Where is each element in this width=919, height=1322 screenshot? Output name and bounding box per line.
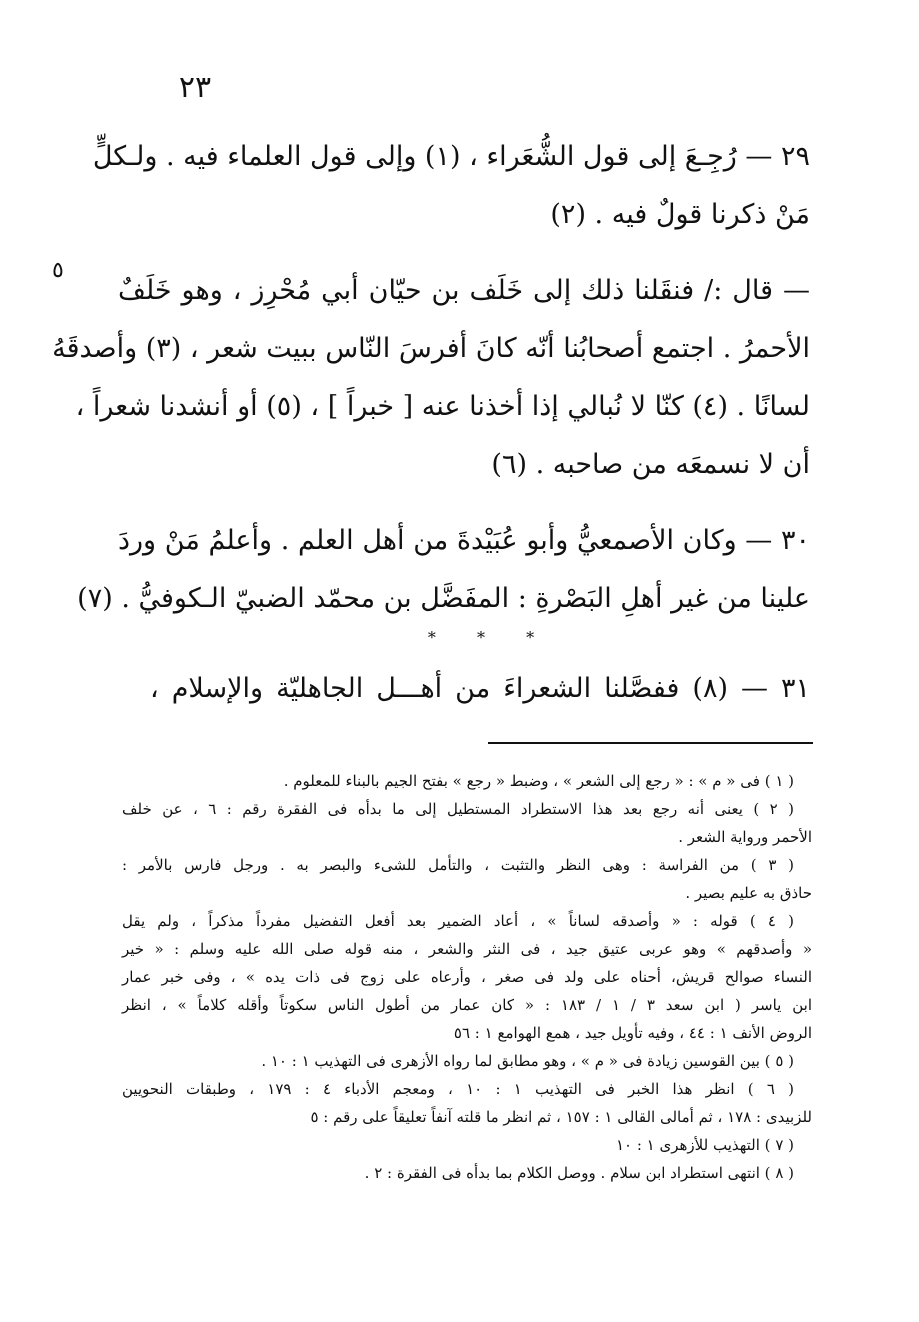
page-number: ٢٣ xyxy=(178,70,212,105)
footnote-5: ( ٥ ) بين القوسين زيادة فى « م » ، وهو مطابق لما رواه الأزهرى فى التهذيب ١ : ١٠ . xyxy=(261,1052,794,1070)
main-text xyxy=(52,130,810,630)
footnote-8: ( ٨ ) انتهى استطراد ابن سلام . ووصل الكلام بما بدأه فى الفقرة : ٢ . xyxy=(364,1164,794,1182)
footnote-rule xyxy=(488,742,813,744)
paragraph-29-line-1: ٢٩ — رُجِـعَ إلى قول الشُّعَراء ، (١) وإلى قول العلماء فيه . ولـكلٍّ xyxy=(92,141,810,172)
paragraph-khalaf-line-4: أن لا نسمعَه من صاحبه . (٦) xyxy=(491,449,810,480)
footnote-4-line-3: النساء صوالح قريش، أحناه على ولد فى صغر ، وأرعاه على زوج فى ذات يده » ، وفى خبر عمار xyxy=(122,968,812,986)
footnote-3-line-2: حاذق به عليم بصير . xyxy=(685,884,812,902)
paragraph-gap xyxy=(118,496,810,514)
paragraph-30-line-1: ٣٠ — وكان الأصمعيُّ وأبو عُبَيْدةَ من أهل العلم . وأعلمُ مَنْ وردَ xyxy=(118,525,810,556)
footnote-4-line-1: ( ٤ ) قوله : « وأصدقه لساناً » ، أعاد الضمير بعد أفعل التفضيل مفرداً مذكراً ، ولم يقل xyxy=(122,912,794,930)
paragraph-gap xyxy=(118,246,810,264)
footnote-4-line-2: « وأصدقهم » وهو عربى عتيق جيد ، فى النثر والشعر ، منه قوله صلى الله عليه وسلم : « خير xyxy=(122,940,812,958)
footnote-6-line-1: ( ٦ ) انظر هذا الخبر فى التهذيب ١ : ١٠ ، ومعجم الأدباء ٤ : ١٧٩ ، وطبقات النحويين xyxy=(122,1080,795,1098)
footnote-2-line-2: الأحمر ورواية الشعر . xyxy=(678,828,812,846)
paragraph-31-line-1: ٣١ — (٨) ففصَّلنا الشعراءَ من أهـــل الجاهليّة والإسلام ، xyxy=(150,673,810,704)
paragraph-30-line-2: علينا من غير أهلِ البَصْرةِ : المفَضَّل بن محمّد الضبيّ الـكوفيُّ . (٧) xyxy=(77,583,810,614)
footnote-6-line-2: للزبيدى : ١٧٨ ، ثم أمالى القالى ١ : ١٥٧ ، ثم انظر ما قلته آنفاً تعليقاً على رقم : ٥ xyxy=(310,1108,812,1126)
paragraph-khalaf-line-2: الأحمرُ . اجتمع أصحابُنا أنّه كانَ أفرسَ النّاس ببيت شعر ، (٣) وأصدقَهُ xyxy=(52,333,810,364)
footnote-4-line-5: الروض الأنف ١ : ٤٤ ، وفيه تأويل جيد ، همع الهوامع ١ : ٥٦ xyxy=(453,1024,812,1042)
paragraph-khalaf-line-1: — قال :/ فنقَلنا ذلك إلى خَلَف بن حيّان أبي مُحْرِز ، وهو خَلَفٌ xyxy=(118,275,810,306)
footnote-2-line-1: ( ٢ ) يعنى أنه رجع بعد هذا الاستطراد المستطيل إلى ما بدأه فى الفقرة رقم : ٦ ، عن خلف xyxy=(122,800,795,818)
footnote-3-line-1: ( ٣ ) من الفراسة : وهى النظر والتثبت ، والتأمل للشىء والبصر به . ورجل فارس بالأمر : xyxy=(122,856,795,874)
footnote-4-line-4: ابن ياسر ( ابن سعد ٣ / ١ / ١٨٣ : « كان عمار من أطول الناس سكوتاً وأقله كلاماً » ، انظر xyxy=(122,996,813,1014)
paragraph-29-line-2: مَنْ ذكرنا قولٌ فيه . (٢) xyxy=(550,199,810,230)
footnote-1: ( ١ ) فى « م » : « رجع إلى الشعر » ، وضبط « رجع » بفتح الجيم بالبناء للمعلوم . xyxy=(283,772,794,790)
footnote-7: ( ٧ ) التهذيب للأزهرى ١ : ١٠ xyxy=(615,1136,794,1154)
section-separator: * * * xyxy=(427,628,553,647)
footnotes xyxy=(122,768,812,1188)
paragraph-khalaf-line-3: لسانًا . (٤) كنّا لا نُبالي إذا أخذنا عنه [ خبراً ] ، (٥) أو أنشدنا شعراً ، xyxy=(75,391,810,422)
margin-line-number: ٥ xyxy=(52,258,64,283)
